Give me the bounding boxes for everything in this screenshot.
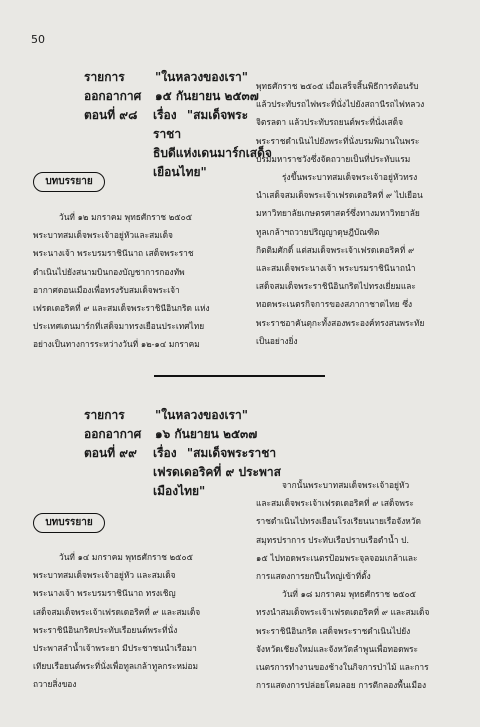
text-line: ดำเนินไปยังสนามบินกองบัญชาการกองทัพ <box>33 266 185 277</box>
text-line: จังหวัดเชียงใหม่และจังหวัดลำพูนเพื่อทอดพระ <box>256 643 419 654</box>
text-line: วันที่ ๑๒ มกราคม พุทธศักราช ๒๕๐๕ <box>59 212 193 222</box>
text-line: จิตรลดา แล้วประทับรถยนต์พระที่นั่งเสด็จ <box>256 117 403 128</box>
text-line: ประเทศเดนมาร์กที่เสด็จมาทรงเยือนประเทศไทย <box>33 321 205 332</box>
narration-badge-2: บทบรรยาย <box>33 513 105 533</box>
episode-label: ตอนที่ ๙๘ <box>84 108 138 122</box>
text-line: มหาวิทยาลัยเกษตรศาสตร์ซึ่งทางมหาวิทยาลัย <box>256 208 420 219</box>
text-line: และสมเด็จพระเจ้าเฟรดเดอริคที่ ๙ เสด็จพระ <box>256 498 414 509</box>
section-divider <box>154 375 325 377</box>
text-line: ประพาสลำน้ำเจ้าพระยา มีประชาชนนำเรือมา <box>33 643 197 654</box>
subject-label: เรื่อง <box>153 446 177 460</box>
text-line: เสด็จสมเด็จพระเจ้าเฟรดเดอริคที่ ๙ และสมเด็จ <box>33 606 201 617</box>
text-line: อย่างเป็นทางการระหว่างวันที่ ๑๒-๑๔ มกราคม <box>33 339 200 350</box>
text-line: รุ่งขึ้นพระบาทสมเด็จพระเจ้าอยู่หัวทรง <box>282 172 418 183</box>
text-line: พระนางเจ้า พระบรมราชินีนาถ เสด็จพระราช <box>33 248 194 259</box>
narration-left-column-2 <box>33 548 246 694</box>
broadcast-label: ออกอากาศ <box>84 427 142 441</box>
air-date: ๑๖ กันยายน ๒๕๓๗ <box>155 427 258 441</box>
broadcast-details-1 <box>153 68 273 182</box>
text-line: จากนั้นพระบาทสมเด็จพระเจ้าอยู่หัว <box>282 480 410 490</box>
subject-line <box>153 106 273 144</box>
narration-badge-1: บทบรรยาย <box>33 172 105 192</box>
text-line: พระราชินีอินกริด เสด็จพระราชดำเนินไปยัง <box>256 625 411 636</box>
narration-left-column-1 <box>33 208 246 354</box>
show-title: "ในหลวงของเรา" <box>155 70 248 84</box>
program-label: รายการ <box>84 408 125 422</box>
text-line: เฟรดเดอริคที่ ๙ และสมเด็จพระราชินีอินกริด แห่ง <box>33 303 210 314</box>
text-line: เป็นอย่างยิ่ง <box>256 335 298 346</box>
text-line: นำเสด็จสมเด็จพระเจ้าเฟรดเดอริคที่ ๙ ไปเยือน <box>256 190 423 201</box>
text-line: พุทธศักราช ๒๕๐๕ เมื่อเสร็จสิ้นพิธีการต้อนรับ <box>256 81 419 91</box>
broadcast-label: ออกอากาศ <box>84 89 142 103</box>
text-line: ราชดำเนินไปทรงเยือนโรงเรียนนายเรือจังหวัด <box>256 516 421 527</box>
text-line: สมุทรปราการ ประทับเรือปราบเรือดำน้ำ ป. <box>256 534 410 545</box>
air-date: ๑๕ กันยายน ๒๕๓๗ <box>155 89 259 103</box>
show-title: "ในหลวงของเรา" <box>155 408 248 422</box>
subject-title-line-3: เยือนไทย" <box>153 165 207 179</box>
text-line: การแสดงการยกปืนใหญ่เข้าที่ตั้ง <box>256 571 371 582</box>
text-line: พระราชอาคันตุกะทั้งสองพระองค์ทรงสนพระทัย <box>256 317 425 328</box>
page-number: 50 <box>31 33 45 46</box>
broadcast-labels-1 <box>84 68 150 125</box>
broadcast-labels-2 <box>84 406 150 463</box>
text-line: ถวายสิ่งของ <box>33 679 77 690</box>
episode-label: ตอนที่ ๙๙ <box>84 446 137 460</box>
text-line: ทูลเกล้าฯถวายปริญญาดุษฎีบัณฑิต <box>256 226 380 237</box>
text-line: บรมมหาราชวังซึ่งจัดถวายเป็นที่ประทับแรม <box>256 153 411 164</box>
text-line: เสด็จสมเด็จพระราชินีอินกริดไปทรงเยี่ยมและ <box>256 281 416 292</box>
text-line: ๑๕ ไปทอดพระเนตรป้อมพระจุลจอมเกล้าและ <box>256 552 418 563</box>
text-line: พระราชินีอินกริดประทับเรือยนต์พระที่นั่ง <box>33 624 178 635</box>
text-line: อากาศดอนเมืองเพื่อทรงรับสมเด็จพระเจ้า <box>33 284 180 295</box>
narration-right-column-2 <box>256 476 460 694</box>
subject-title-line-2: เฟรดเดอริคที่ ๙ ประพาส <box>153 465 281 479</box>
subject-title-line-3: เมืองไทย" <box>153 484 206 498</box>
text-line: และสมเด็จพระนางเจ้า พระบรมราชินีนาถนำ <box>256 263 416 274</box>
subject-title-line-1: "สมเด็จพระราชา <box>186 446 277 460</box>
text-line: ทรงนำสมเด็จพระเจ้าเฟรดเดอริคที่ ๙ และสมเด็จ <box>256 607 430 618</box>
text-line: พระนางเจ้า พระบรมราชินีนาถ ทรงเชิญ <box>33 588 176 599</box>
text-line: ทอดพระเนตรกิจการของสภากาชาดไทย ซึ่ง <box>256 299 413 310</box>
subject-title-line-1: "สมเด็จพระราชา <box>153 108 249 141</box>
subject-line <box>153 444 283 463</box>
subject-label: เรื่อง <box>153 108 177 122</box>
text-line: พระบาทสมเด็จพระเจ้าอยู่หัว และสมเด็จ <box>33 570 176 581</box>
text-line: แล้วประทับรถไฟพระที่นั่งไปยังสถานีรถไฟหลวง <box>256 99 425 110</box>
text-line: วันที่ ๑๔ มกราคม พุทธศักราช ๒๕๐๕ <box>59 552 193 562</box>
subject-title-line-2: ธิบดีแห่งเดนมาร์กเสด็จ <box>153 146 272 160</box>
text-line: พระราชดำเนินไปยังพระที่นั่งบรมพิมานในพระ <box>256 135 420 146</box>
text-line: เนตรการทำงานของช้างในกิจการป่าไม้ และการ <box>256 662 429 673</box>
program-label: รายการ <box>84 70 125 84</box>
text-line: พระบาทสมเด็จพระเจ้าอยู่หัวและสมเด็จ <box>33 230 173 241</box>
text-line: วันที่ ๑๘ มกราคม พุทธศักราช ๒๕๐๕ <box>282 589 417 600</box>
text-line: การแสดงการปล่อยโคมลอย การตีกลองพื้นเมือง <box>256 680 427 691</box>
narration-right-column-1 <box>256 77 460 350</box>
text-line: กิตติมศักดิ์ แต่สมเด็จพระเจ้าเฟรดเดอริคที่ ๙ <box>256 244 415 255</box>
text-line: เทียบเรือยนต์พระที่นั่งเพื่อทูลเกล้าทูลกระหม่อม <box>33 661 199 672</box>
